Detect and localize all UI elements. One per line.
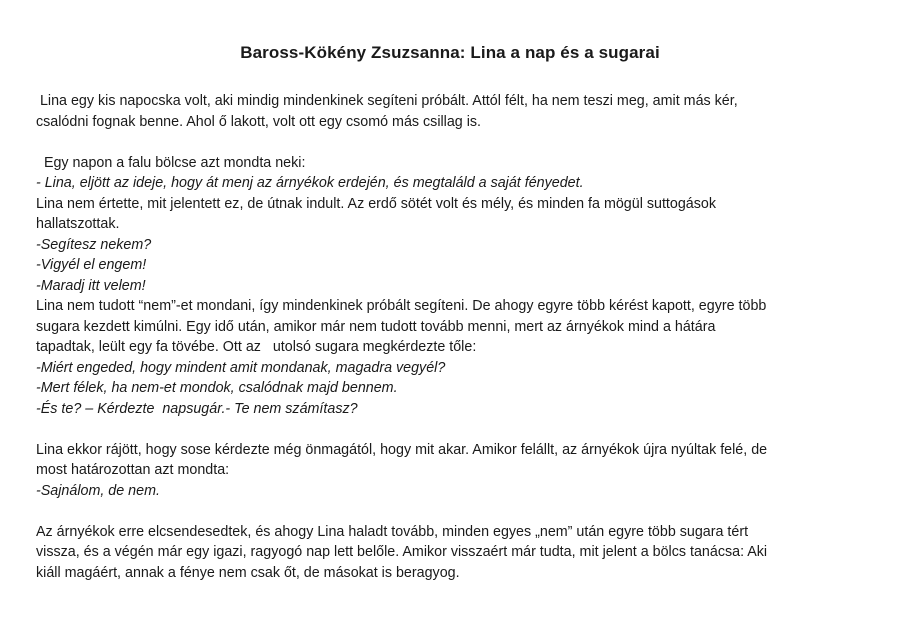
paragraph-gap bbox=[36, 501, 862, 522]
dialogue-line: -Vigyél el engem! bbox=[36, 257, 147, 273]
text-line: csalódni fognak benne. Ahol ő lakott, volt ott egy csomó más csillag is. bbox=[36, 113, 482, 130]
dialogue-line: -Mert félek, ha nem-et mondok, csalódnak majd bennem. bbox=[36, 380, 398, 396]
document-body bbox=[36, 91, 862, 583]
document-title: Baross-Kökény Zsuzsanna: Lina a nap és a sugarai bbox=[240, 43, 660, 62]
text-line: tapadtak, leült egy fa tövébe. Ott az utolsó sugara megkérdezte tőle: bbox=[36, 339, 477, 355]
text-line: Az árnyékok erre elcsendesedtek, és ahogy Lina haladt tovább, minden egyes „nem” után egyre több sugara tért bbox=[36, 523, 749, 540]
text-line: Lina nem értette, mit jelentett ez, de útnak indult. Az erdő sötét volt és mély, és minden fa mögül suttogások bbox=[36, 195, 716, 212]
text-line: Lina egy kis napocska volt, aki mindig mindenkinek segíteni próbált. Attól félt, ha nem teszi meg, amit más kér, bbox=[36, 93, 738, 109]
paragraph-gap bbox=[36, 419, 862, 440]
text-line: vissza, és a végén már egy igazi, ragyogó nap lett belőle. Amikor visszaért már tudta, mit jelent a bölcs tanácsa: Aki bbox=[36, 544, 768, 560]
dialogue-line: -Miért engeded, hogy mindent amit mondanak, magadra vegyél? bbox=[36, 359, 446, 376]
dialogue-line: -Segítesz nekem? bbox=[36, 236, 152, 253]
paragraph-gap bbox=[36, 132, 862, 153]
text-line: kiáll magáért, annak a fénye nem csak őt, de másokat is beragyog. bbox=[36, 564, 460, 581]
text-line: most határozottan azt mondta: bbox=[36, 462, 230, 478]
text-line: hallatszottak. bbox=[36, 216, 120, 232]
dialogue-line: -És te? – Kérdezte napsugár.- Te nem számítasz? bbox=[36, 400, 358, 417]
dialogue-line: - Lina, eljött az ideje, hogy át menj az árnyékok erdején, és megtaláld a saját fényedet. bbox=[36, 175, 584, 191]
text-line: Lina ekkor rájött, hogy sose kérdezte még önmagától, hogy mit akar. Amikor felállt, az árnyékok újra nyúltak felé, de bbox=[36, 441, 768, 458]
dialogue-line: -Sajnálom, de nem. bbox=[36, 482, 160, 499]
text-line: Lina nem tudott “nem”-et mondani, így mindenkinek próbált segíteni. De ahogy egyre több kérést kapott, egyre több bbox=[36, 298, 767, 314]
dialogue-line: -Maradj itt velem! bbox=[36, 277, 146, 294]
text-line: sugara kezdett kimúlni. Egy idő után, amikor már nem tudott tovább menni, mert az árnyékok mind a hátára bbox=[36, 318, 716, 335]
text-line: Egy napon a falu bölcse azt mondta neki: bbox=[36, 154, 306, 171]
